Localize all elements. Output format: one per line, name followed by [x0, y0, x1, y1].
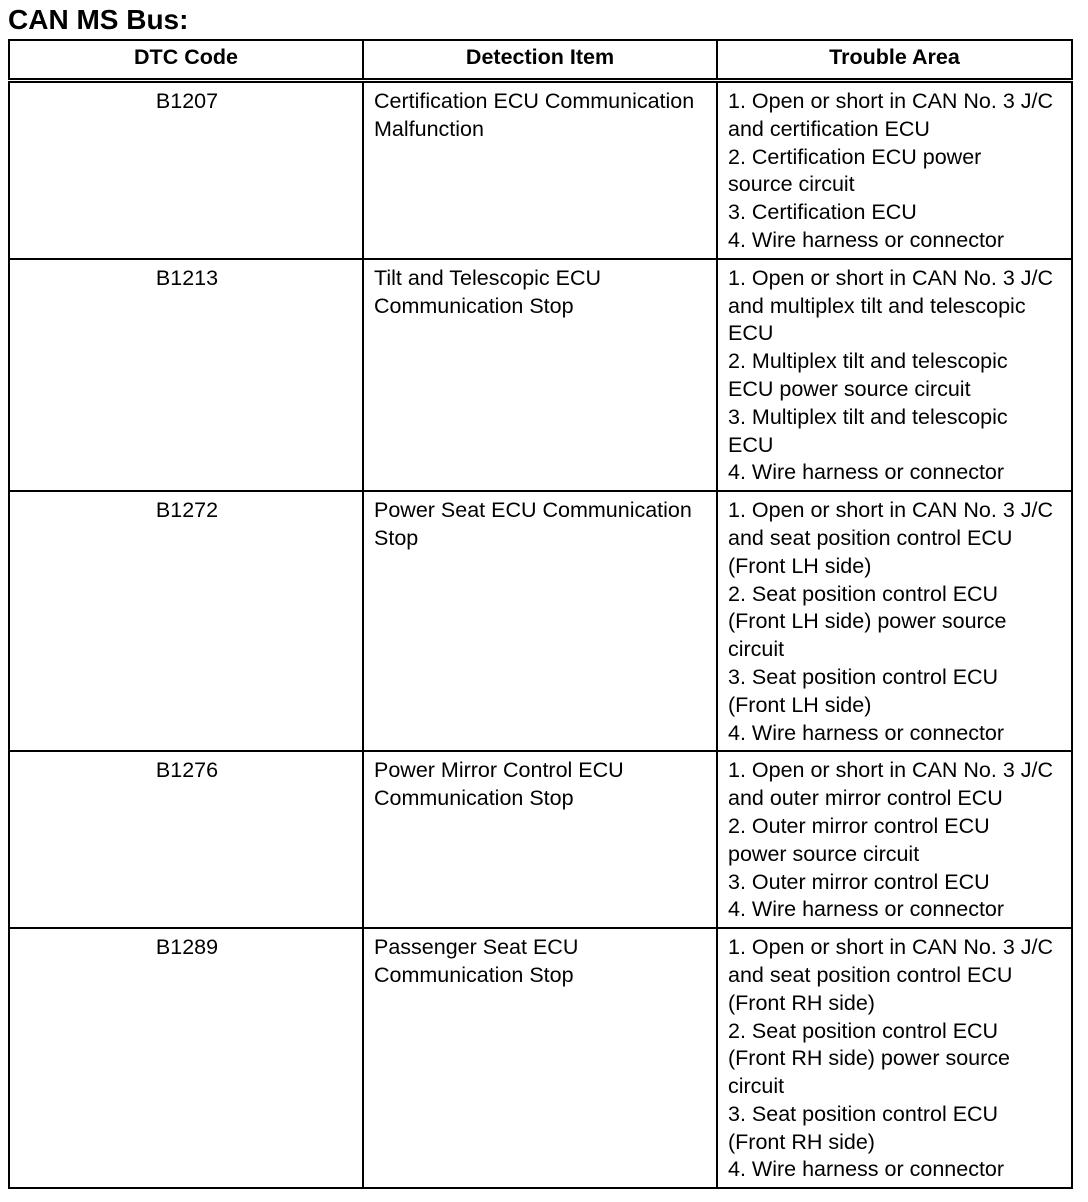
trouble-area-line: 1. Open or short in CAN No. 3 J/C	[728, 758, 1054, 783]
table-row	[9, 259, 1072, 491]
trouble-area-line: 3. Multiplex tilt and telescopic	[728, 404, 1008, 429]
trouble-area-line: 3. Seat position control ECU	[728, 1101, 999, 1126]
detection-item-line: Communication Stop	[374, 962, 574, 987]
trouble-area-line: circuit	[728, 637, 785, 662]
trouble-area-line: 2. Certification ECU power	[728, 144, 982, 169]
header-detection-item: Detection Item	[363, 40, 717, 81]
trouble-area-line: source circuit	[728, 172, 855, 197]
detection-item-cell	[363, 751, 717, 928]
trouble-area-line: ECU power source circuit	[728, 376, 971, 401]
trouble-area-line: 1. Open or short in CAN No. 3 J/C	[728, 265, 1054, 290]
trouble-area-line: ECU	[728, 321, 774, 346]
trouble-area-line: 2. Multiplex tilt and telescopic	[728, 349, 1008, 374]
trouble-area-line: 2. Seat position control ECU	[728, 581, 999, 606]
page-title: CAN MS Bus:	[8, 4, 189, 35]
trouble-area-cell	[717, 751, 1072, 928]
trouble-area-line: 4. Wire harness or connector	[728, 720, 1005, 745]
trouble-area-line: 3. Seat position control ECU	[728, 664, 999, 689]
trouble-area-cell	[717, 259, 1072, 491]
trouble-area-line: and seat position control ECU	[728, 962, 1013, 987]
detection-item-line: Malfunction	[374, 116, 484, 141]
detection-item-cell	[363, 491, 717, 751]
trouble-area-line: 2. Seat position control ECU	[728, 1018, 999, 1043]
trouble-area-line: 4. Wire harness or connector	[728, 1157, 1005, 1182]
trouble-area-line: and seat position control ECU	[728, 525, 1013, 550]
trouble-area-cell	[717, 81, 1072, 259]
detection-item-cell	[363, 81, 717, 259]
detection-item-cell	[363, 928, 717, 1188]
trouble-area-line: (Front RH side)	[728, 1129, 875, 1154]
trouble-area-line: (Front RH side) power source	[728, 1046, 1010, 1071]
trouble-area-line: 4. Wire harness or connector	[728, 227, 1005, 252]
trouble-area-line: and outer mirror control ECU	[728, 786, 1003, 811]
detection-item-line: Power Mirror Control ECU	[374, 758, 624, 783]
table-body	[9, 81, 1072, 1189]
dtc-code-cell: B1213	[9, 259, 363, 491]
dtc-table	[8, 39, 1073, 1189]
header-row	[9, 40, 1072, 81]
detection-item-line: Communication Stop	[374, 786, 574, 811]
table-row	[9, 928, 1072, 1188]
detection-item-line: Tilt and Telescopic ECU	[374, 265, 602, 290]
table-row	[9, 751, 1072, 928]
dtc-code-cell: B1289	[9, 928, 363, 1188]
table-header	[9, 40, 1072, 81]
trouble-area-line: 2. Outer mirror control ECU	[728, 813, 990, 838]
trouble-area-line: and multiplex tilt and telescopic	[728, 293, 1026, 318]
detection-item-cell	[363, 259, 717, 491]
detection-item-line: Certification ECU Communication	[374, 89, 695, 113]
dtc-code-cell: B1207	[9, 81, 363, 259]
detection-item-line: Stop	[374, 525, 419, 550]
trouble-area-line: (Front LH side)	[728, 553, 872, 578]
trouble-area-line: 4. Wire harness or connector	[728, 460, 1005, 485]
table-row	[9, 491, 1072, 751]
dtc-code-cell: B1272	[9, 491, 363, 751]
trouble-area-line: 3. Outer mirror control ECU	[728, 869, 990, 894]
trouble-area-line: ECU	[728, 432, 774, 457]
table-row	[9, 81, 1072, 259]
trouble-area-cell	[717, 928, 1072, 1188]
detection-item-line: Passenger Seat ECU	[374, 935, 579, 960]
trouble-area-line: (Front LH side) power source	[728, 609, 1007, 634]
trouble-area-line: 1. Open or short in CAN No. 3 J/C	[728, 89, 1054, 113]
trouble-area-line: power source circuit	[728, 841, 920, 866]
trouble-area-line: and certification ECU	[728, 116, 930, 141]
detection-item-line: Power Seat ECU Communication	[374, 498, 692, 523]
trouble-area-line: 1. Open or short in CAN No. 3 J/C	[728, 935, 1054, 960]
header-trouble-area: Trouble Area	[717, 40, 1072, 81]
dtc-code-cell: B1276	[9, 751, 363, 928]
trouble-area-line: (Front LH side)	[728, 692, 872, 717]
trouble-area-line: (Front RH side)	[728, 990, 875, 1015]
trouble-area-line: 3. Certification ECU	[728, 200, 917, 225]
detection-item-line: Communication Stop	[374, 293, 574, 318]
trouble-area-cell	[717, 491, 1072, 751]
trouble-area-line: 1. Open or short in CAN No. 3 J/C	[728, 498, 1054, 523]
header-dtc-code: DTC Code	[9, 40, 363, 81]
trouble-area-line: circuit	[728, 1074, 785, 1099]
trouble-area-line: 4. Wire harness or connector	[728, 897, 1005, 922]
